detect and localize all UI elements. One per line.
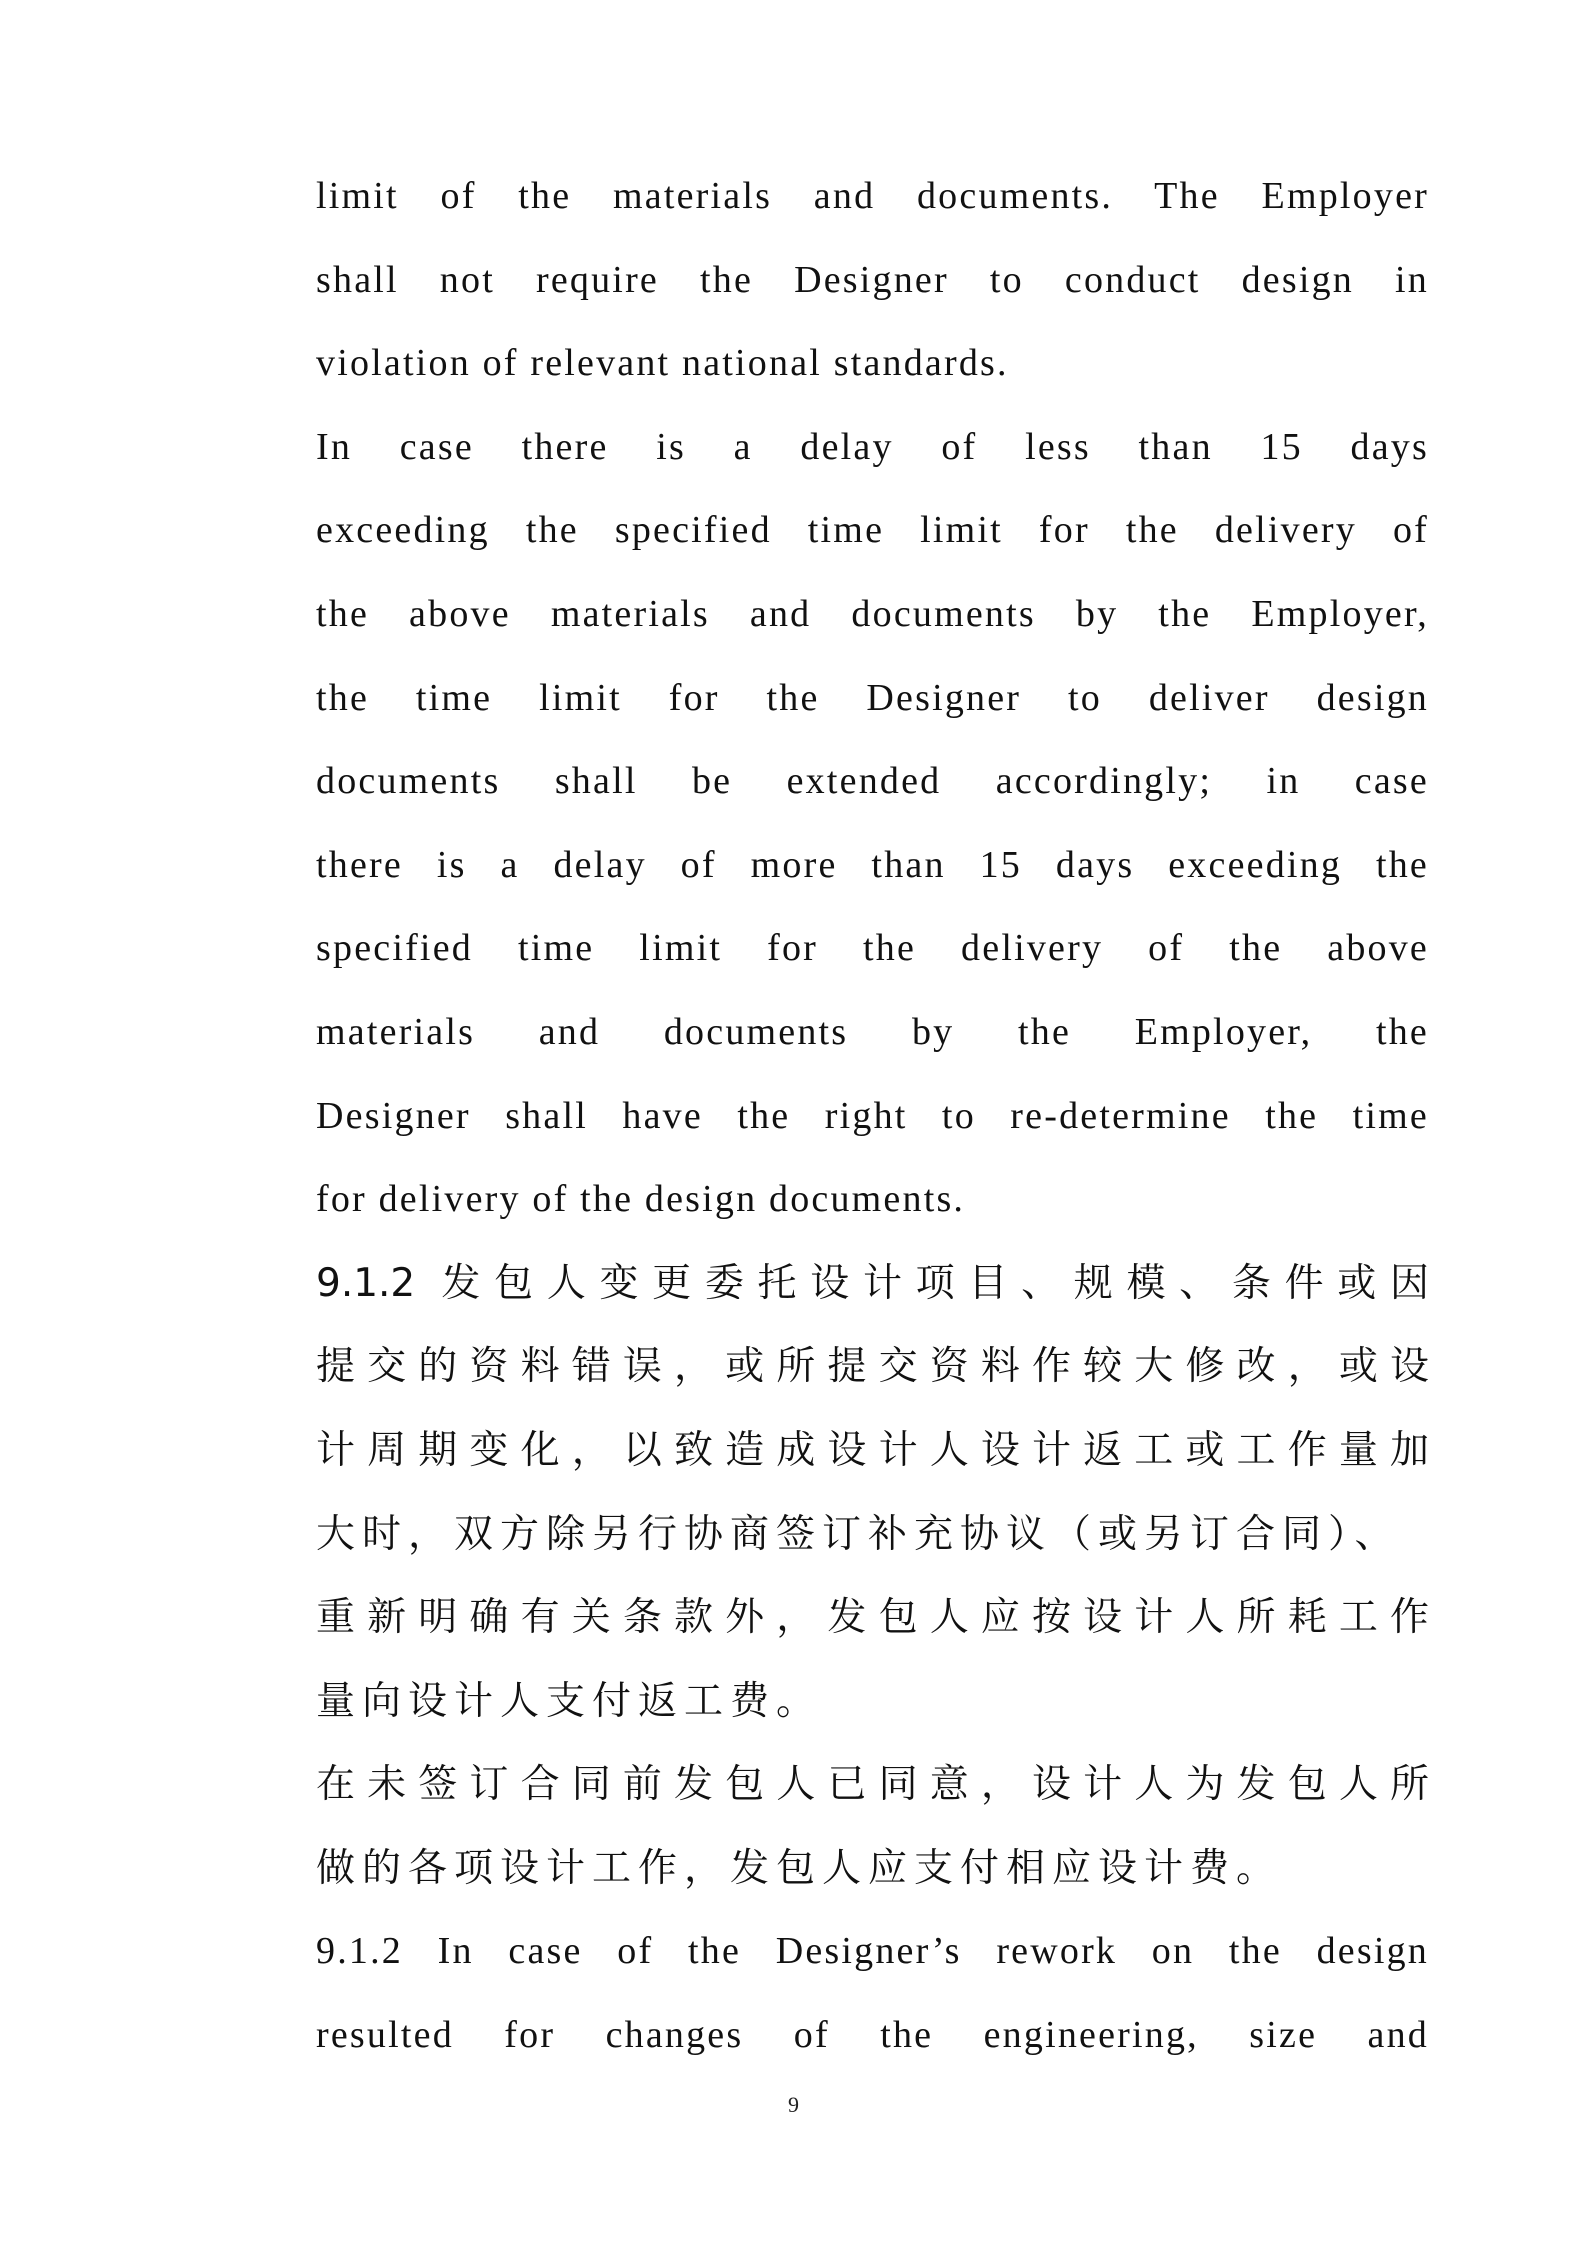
text-line: specified time limit for the delivery of the above (316, 927, 1429, 970)
text-line: 量向设计人支付返工费。 (316, 1678, 823, 1724)
text-line: 做的各项设计工作，发包人应支付相应设计费。 (316, 1845, 1283, 1891)
text-line: Designer shall have the right to re-determine the time (316, 1094, 1429, 1137)
body-text (316, 155, 1429, 2078)
text-line: 9.1.2 发包人变更委托设计项目、规模、条件或因 (316, 1260, 1429, 1306)
text-line: In case there is a delay of less than 15 days (316, 425, 1429, 468)
text-line: resulted for changes of the engineering, size and (316, 2014, 1429, 2057)
text-line: 在未签订合同前发包人已同意，设计人为发包人所 (316, 1762, 1429, 1808)
text-line: 计周期变化，以致造成设计人设计返工或工作量加 (316, 1427, 1429, 1473)
text-line: documents shall be extended accordingly; in case (316, 760, 1429, 803)
text-line: the above materials and documents by the Employer, (316, 592, 1429, 635)
text-line: exceeding the specified time limit for the delivery of (316, 509, 1429, 552)
text-line: 提交的资料错误，或所提交资料作较大修改，或设 (316, 1344, 1429, 1390)
text-line: for delivery of the design documents. (316, 1178, 966, 1221)
text-line: shall not require the Designer to conduct design in (316, 258, 1429, 301)
text-line: 9.1.2 In case of the Designer’s rework on the design (316, 1930, 1429, 1973)
text-line: the time limit for the Designer to deliver design (316, 676, 1429, 719)
text-line: 重新明确有关条款外，发包人应按设计人所耗工作 (316, 1595, 1429, 1641)
text-line: violation of relevant national standards. (316, 342, 1009, 385)
text-line: there is a delay of more than 15 days exceeding the (316, 843, 1429, 886)
text-line: materials and documents by the Employer, the (316, 1010, 1429, 1053)
text-line: 大时，双方除另行协商签订补充协议（或另订合同）、 (316, 1511, 1401, 1557)
text-line: limit of the materials and documents. The Employer (316, 175, 1429, 217)
page-number: 9 (788, 2092, 799, 2117)
